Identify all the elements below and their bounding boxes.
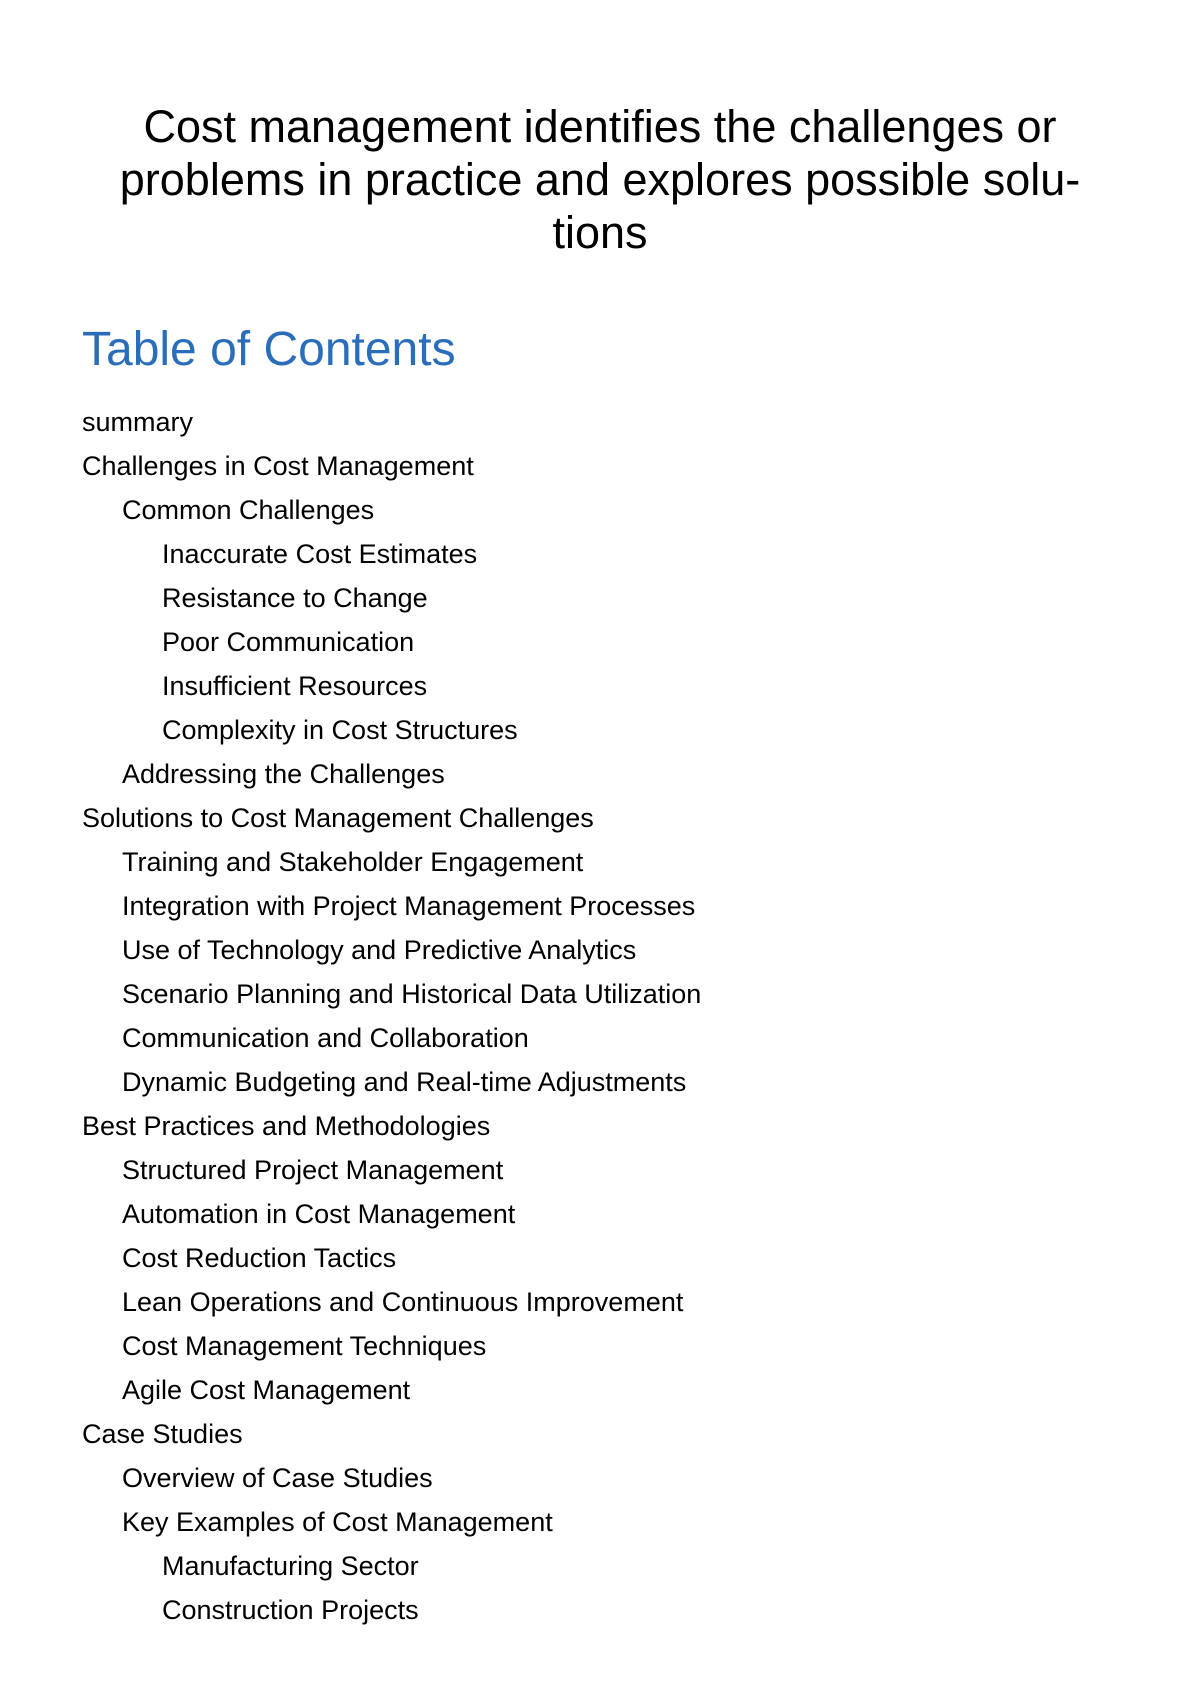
document-title bbox=[60, 100, 1140, 259]
toc-entry-level-3[interactable]: Manufacturing Sector bbox=[162, 1551, 419, 1581]
toc-entry-level-2[interactable]: Common Challenges bbox=[122, 495, 375, 525]
toc-list bbox=[82, 400, 701, 1632]
toc-entry-level-1[interactable]: Best Practices and Methodologies bbox=[82, 1111, 491, 1141]
document-title-line: problems in practice and explores possible solu- bbox=[119, 154, 1081, 205]
document-title-line: Cost management identifies the challenges or bbox=[143, 101, 1057, 152]
toc-entry-level-1[interactable]: Case Studies bbox=[82, 1419, 243, 1449]
toc-entry-level-2[interactable]: Lean Operations and Continuous Improvement bbox=[122, 1287, 684, 1317]
toc-heading: Table of Contents bbox=[82, 323, 456, 376]
toc-entry-level-2[interactable]: Dynamic Budgeting and Real-time Adjustments bbox=[122, 1067, 687, 1097]
toc-entry-level-2[interactable]: Communication and Collaboration bbox=[122, 1023, 529, 1053]
toc-entry-level-1[interactable]: Solutions to Cost Management Challenges bbox=[82, 803, 594, 833]
toc-entry-level-3[interactable]: Insufficient Resources bbox=[162, 671, 428, 701]
toc-entry-level-2[interactable]: Scenario Planning and Historical Data Utilization bbox=[122, 979, 702, 1009]
toc-entry-level-2[interactable]: Training and Stakeholder Engagement bbox=[122, 847, 584, 877]
toc-entry-level-3[interactable]: Construction Projects bbox=[162, 1595, 419, 1625]
toc-entry-level-2[interactable]: Cost Reduction Tactics bbox=[122, 1243, 397, 1273]
toc-entry-level-1[interactable]: Challenges in Cost Management bbox=[82, 451, 474, 481]
toc-entry-level-3[interactable]: Inaccurate Cost Estimates bbox=[162, 539, 478, 569]
toc-entry-level-2[interactable]: Cost Management Techniques bbox=[122, 1331, 487, 1361]
toc-entry-level-3[interactable]: Resistance to Change bbox=[162, 583, 428, 613]
toc-entry-level-2[interactable]: Addressing the Challenges bbox=[122, 759, 445, 789]
toc-entry-level-2[interactable]: Overview of Case Studies bbox=[122, 1463, 433, 1493]
toc-entry-level-3[interactable]: Poor Communication bbox=[162, 627, 415, 657]
toc-entry-level-2[interactable]: Integration with Project Management Processes bbox=[122, 891, 696, 921]
toc-entry-level-2[interactable]: Automation in Cost Management bbox=[122, 1199, 516, 1229]
document-title-line: tions bbox=[552, 207, 648, 258]
toc-entry-level-2[interactable]: Structured Project Management bbox=[122, 1155, 504, 1185]
toc-entry-level-3[interactable]: Complexity in Cost Structures bbox=[162, 715, 518, 745]
toc-entry-level-2[interactable]: Agile Cost Management bbox=[122, 1375, 411, 1405]
toc-entry-level-2[interactable]: Key Examples of Cost Management bbox=[122, 1507, 553, 1537]
toc-entry-level-1[interactable]: summary bbox=[82, 407, 194, 437]
toc-entry-level-2[interactable]: Use of Technology and Predictive Analytics bbox=[122, 935, 637, 965]
